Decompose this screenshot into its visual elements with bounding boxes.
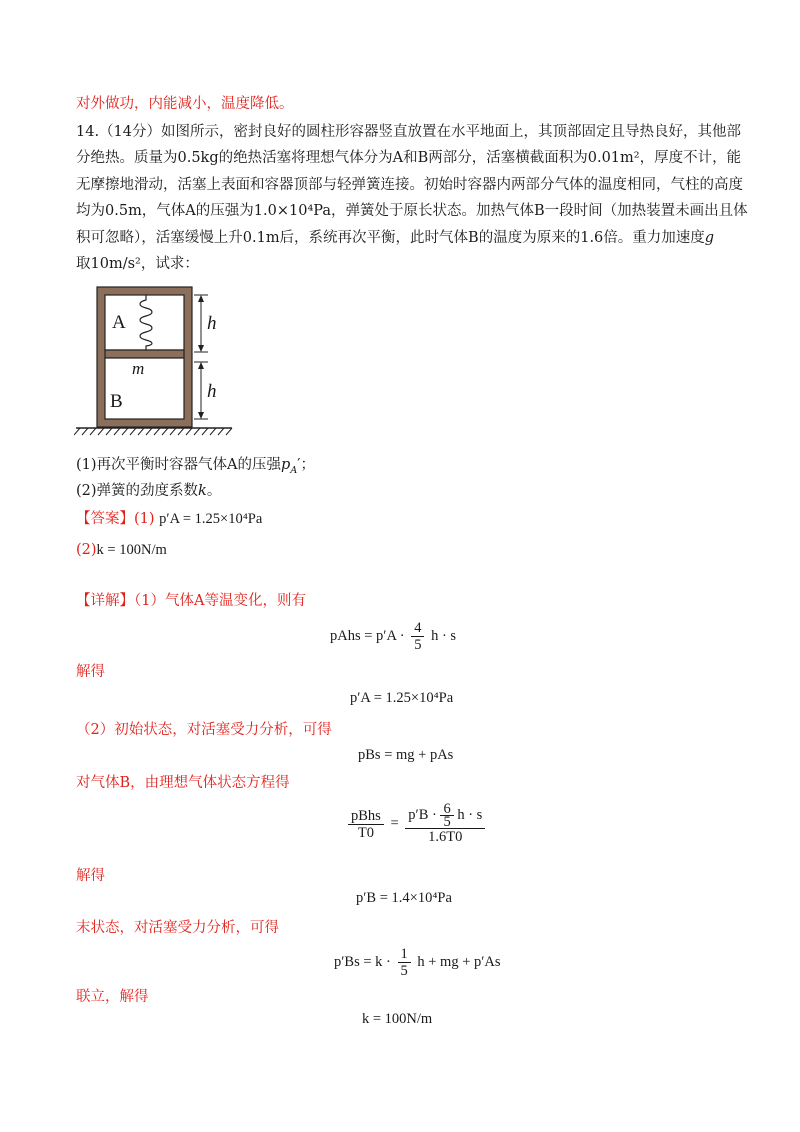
problem-line-2: 分绝热。质量为0.5kg的绝热活塞将理想气体分为A和B两部分，活塞横截面积为0.01m²，厚度不计，能: [76, 150, 742, 166]
label-b: B: [110, 391, 123, 412]
final-state-line: 末状态，对活塞受力分析，可得: [76, 920, 279, 936]
intro-line: 对外做功，内能减小，温度降低。: [76, 96, 294, 112]
label-h-bottom: h: [207, 381, 217, 402]
equation-2: p′A = 1.25×10⁴Pa: [350, 690, 454, 706]
equation-1: pAhs = p′A · $\frac{4}{5}$ h · s: [330, 620, 457, 653]
problem-line-1: 14.（14分）如图所示，密封良好的圆柱形容器竖直放置在水平地面上，其顶部固定且导热良好，其他部: [76, 124, 742, 140]
arrow-up-icon: [198, 362, 204, 369]
question-2: (2)弹簧的劲度系数k。: [76, 483, 222, 499]
equation-4: $\frac{\text{pBhs}}{T0}$ = p′B · $\frac{6}{5}$ h · s 1.6T0: [345, 803, 488, 845]
gas-b-line: 对气体B，由理想气体状态方程得: [76, 775, 290, 791]
equation-6: p′Bs = k · $\frac{1}{5}$ h + mg + p′As: [334, 946, 501, 979]
problem-line-6: 取10m/s²，试求：: [76, 256, 199, 272]
problem-line-4: 均为0.5m，气体A的压强为1.0×10⁴Pa，弹簧处于原长状态。加热气体B一段时间（加热装置未画出且体: [76, 203, 748, 219]
problem-line-3: 无摩擦地滑动，活塞上表面和容器顶部与轻弹簧连接。初始时容器内两部分气体的温度相同，气柱的高度: [76, 177, 743, 193]
answer-2-eq: k = 100N/m: [96, 542, 167, 558]
equation-3: pBs = mg + pAs: [358, 747, 454, 763]
question-1: (1)再次平衡时容器气体A的压强$p_A'$；: [76, 457, 315, 476]
detail-part-2: （2）初始状态，对活塞受力分析，可得: [76, 722, 332, 738]
answer-1-eq: p′A = 1.25×10⁴Pa: [159, 511, 263, 527]
container-diagram: [74, 282, 244, 442]
answer-line-1: 【答案】(1) p′A = 1.25×10⁴Pa: [76, 511, 263, 527]
label-m: m: [132, 359, 145, 378]
detail-label: 【详解】: [76, 593, 134, 609]
problem-line-5: 积可忽略），活塞缓慢上升0.1m后，系统再次平衡，此时气体B的温度为原来的1.6倍。重力加速度g: [76, 230, 715, 246]
detail-part-1: 【详解】（1）气体A等温变化，则有: [76, 593, 306, 609]
solve-2: 解得: [76, 868, 105, 884]
equation-7: k = 100N/m: [362, 1011, 433, 1027]
answer-label: 【答案】: [76, 511, 134, 527]
arrow-down-icon: [198, 345, 204, 352]
piston: [105, 350, 184, 358]
equation-5: p′B = 1.4×10⁴Pa: [356, 890, 452, 906]
combine-line: 联立，解得: [76, 989, 149, 1005]
ground-hatch: [74, 428, 232, 435]
label-a: A: [112, 312, 126, 333]
arrow-down-icon: [198, 412, 204, 419]
arrow-up-icon: [198, 295, 204, 302]
solve-1: 解得: [76, 664, 105, 680]
answer-line-2: (2)k = 100N/m: [76, 542, 167, 558]
label-h-top: h: [207, 313, 217, 334]
